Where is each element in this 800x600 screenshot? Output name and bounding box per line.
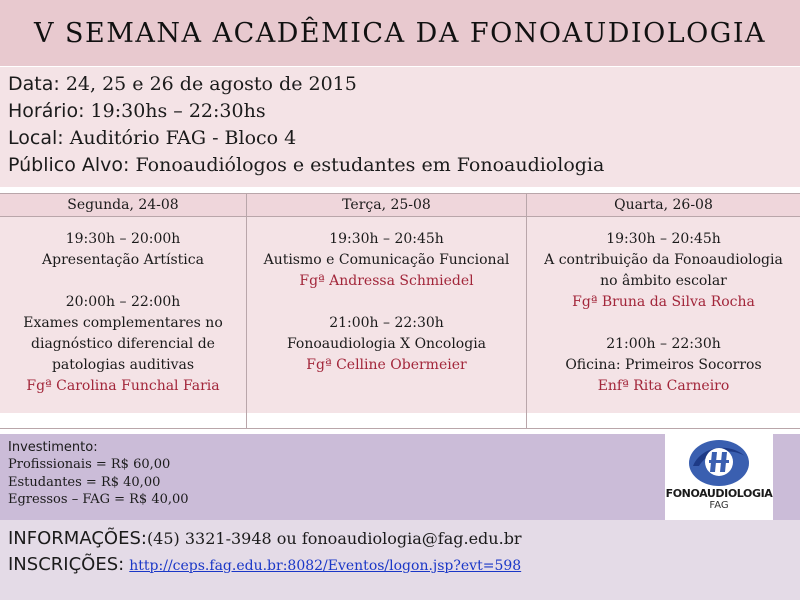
price-professionals: Profissionais = R$ 60,00 [8,457,171,472]
page-title: V SEMANA ACADÊMICA DA FONOAUDIOLOGIA [33,17,767,49]
investment-title: Investimento: [8,440,98,455]
tuesday-sessions [247,217,527,413]
logo-sub: FAG [709,500,729,511]
contact-box [0,520,800,600]
schedule-table [0,193,800,428]
session-speaker: Enfª Rita Carneiro [597,378,730,394]
day-header-monday: Segunda, 24-08 [0,194,247,217]
session-title: Fonoaudiologia X Oncologia [286,336,487,352]
price-alumni: Egressos – FAG = R$ 40,00 [8,492,189,507]
audience-value: Fonoaudiólogos e estudantes em Fonoaudiologia [129,154,605,176]
session-title: Oficina: Primeiros Socorros [565,357,762,373]
session-title: Autismo e Comunicação Funcional [263,252,510,268]
session-time: 20:00h – 22:00h [65,294,181,310]
time-label: Horário: [8,100,85,122]
fonoaudiologia-logo [665,434,773,520]
session-title: patologias auditivas [51,357,195,373]
date-value: 24, 25 e 26 de agosto de 2015 [59,73,357,95]
price-students: Estudantes = R$ 40,00 [8,474,161,490]
session-speaker: Fgª Andressa Schmiedel [299,273,474,289]
place-value: Auditório FAG - Bloco 4 [63,127,297,149]
event-info [0,67,800,187]
info-label: INFORMAÇÕES: [8,528,147,549]
info-line [8,526,800,552]
time-value: 19:30hs – 22:30hs [84,100,266,122]
session-title: diagnóstico diferencial de [31,336,215,352]
session-speaker: Fgª Celline Obermeier [306,357,467,373]
signup-label: INSCRIÇÕES: [8,554,125,575]
session-title: A contribuição da Fonoaudiologia [544,252,783,268]
session-title: no âmbito escolar [600,273,727,289]
info-value: (45) 3321-3948 ou fonoaudiologia@fag.edu.br [146,529,522,548]
session-title: Exames complementares no [23,315,223,331]
audience-line [8,152,800,179]
wednesday-sessions [527,217,800,413]
place-label: Local: [8,127,64,149]
table-footer-cell [527,413,800,429]
table-footer-cell [0,413,247,429]
session-time: 19:30h – 20:45h [606,231,721,247]
day-header-wednesday: Quarta, 26-08 [527,194,800,217]
date-label: Data: [8,73,60,95]
logo-emblem-icon [679,436,759,488]
session-time: 19:30h – 20:45h [329,231,444,247]
title-bar [0,0,800,66]
monday-sessions [0,217,247,413]
session-time: 21:00h – 22:30h [606,336,721,352]
time-line [8,98,800,125]
session-time: 19:30h – 20:00h [65,231,181,247]
logo-name: FONOAUDIOLOGIA [665,487,773,500]
place-line [8,125,800,152]
date-line [8,71,800,98]
audience-label: Público Alvo: [8,154,130,176]
session-time: 21:00h – 22:30h [329,315,444,331]
signup-link[interactable]: http://ceps.fag.edu.br:8082/Eventos/logon.jsp?evt=598 [129,558,522,574]
session-speaker: Fgª Carolina Funchal Faria [26,378,220,394]
session-speaker: Fgª Bruna da Silva Rocha [572,294,755,310]
session-title: Apresentação Artística [42,252,204,268]
table-footer-cell [247,413,527,429]
day-header-tuesday: Terça, 25-08 [247,194,527,217]
signup-line [8,552,800,579]
